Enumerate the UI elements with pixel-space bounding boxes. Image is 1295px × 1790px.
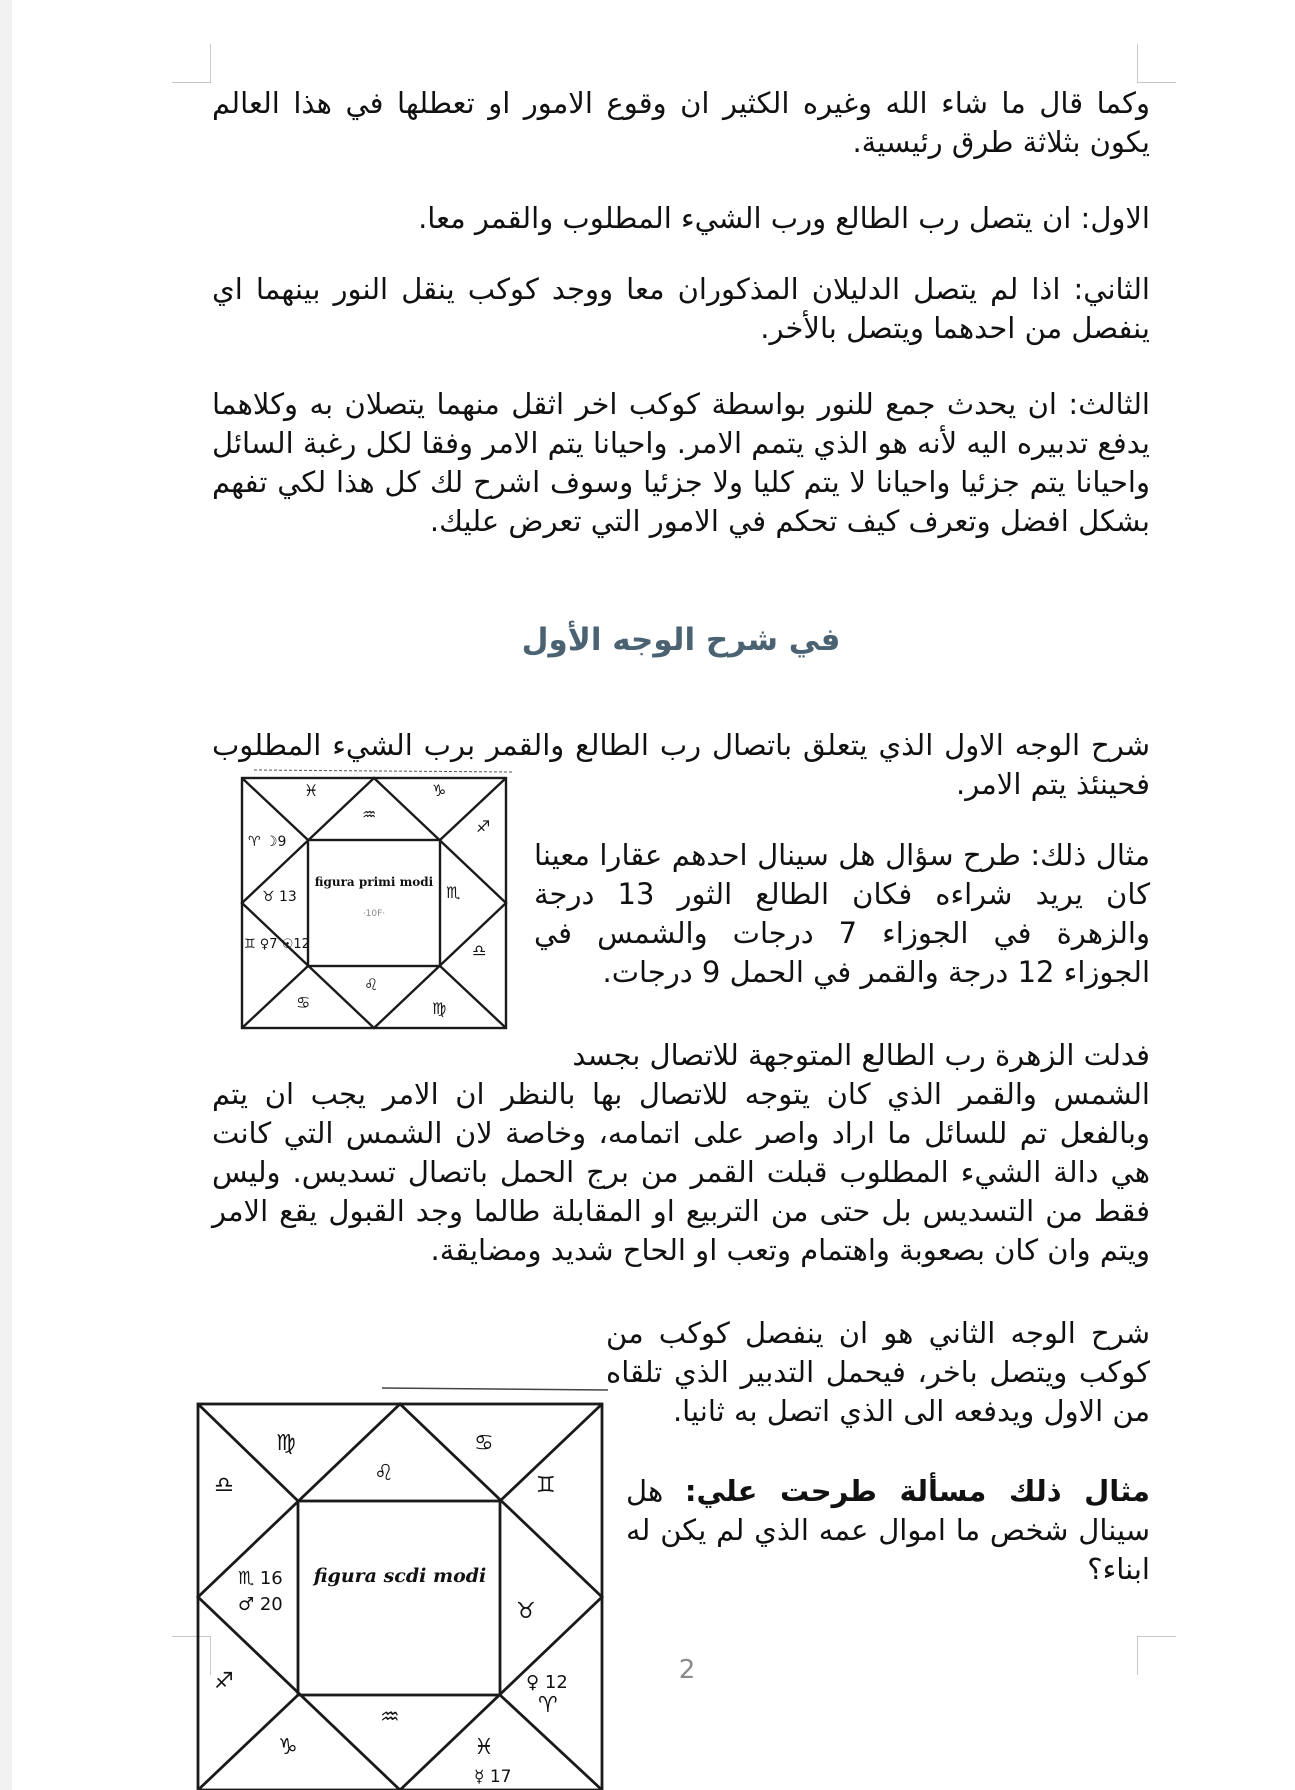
page-number: 2 xyxy=(678,1655,696,1685)
chart2-sign-3: ♌ xyxy=(374,1461,394,1486)
chart1-center-label: figura primi modi xyxy=(314,875,434,889)
chart2-sign-11: ♈ xyxy=(538,1693,558,1718)
chart1-sign-3: ♑ xyxy=(432,781,447,800)
chart1-sign-4: ♈ ☽9 xyxy=(248,834,287,850)
paragraph-first-way-explanation: شرح الوجه الاول الذي يتعلق باتصال رب الطالع والقمر برب الشيء المطلوب فحينئذ يتم الامر. xyxy=(212,728,1150,801)
paragraph-third-way: الثالث: ان يحدث جمع للنور بواسطة كوكب اخر اثقل منهما يتصلان به وكلاهما يدفع تدبيره اليه لأنه هو الذي يتمم الامر. واحيانا يتم الامر وفقا لكل رغبة السائل واحيانا يتم جزئيا واحيانا لا يتم كليا ولا جزئيا وسوف اشرح لك كل هذا لكي تفهم بشكل افضل وتعرف كيف تحكم في الامور التي تعرض عليك. xyxy=(212,387,1150,538)
chart2-sign-6: ♏ 16 xyxy=(238,1568,283,1589)
crop-mark-bottom-right xyxy=(1137,1636,1176,1675)
document-page xyxy=(12,0,1295,1790)
chart1-sign-6: ♉ 13 xyxy=(262,889,297,905)
example-second-text: هل سينال شخص ما اموال عمه الذي لم يكن له ابناء؟ xyxy=(626,1474,1150,1586)
chart2-sign-7: ♂ 20 xyxy=(238,1594,283,1615)
crop-mark-top-right xyxy=(1137,44,1176,83)
chart1-sign-1: ♓ xyxy=(304,781,319,800)
chart1-sign-12: ♍ xyxy=(432,999,447,1018)
paragraph-second-way-explanation: شرح الوجه الثاني هو ان ينفصل كوكب من كوكب ويتصل باخر، فيحمل التدبير الذي تلقاه من الاول ويدفعه الى الذي اتصل به ثانيا. xyxy=(606,1316,1150,1428)
example-second-lead: مثال ذلك مسألة طرحت علي: xyxy=(684,1474,1150,1508)
chart-first-mode-svg xyxy=(234,768,516,1038)
chart2-sign-12: ♒ xyxy=(380,1705,400,1730)
paragraph-result-first-line: فدلت الزهرة رب الطالع المتوجهة للاتصال بجسد xyxy=(572,1038,1150,1072)
horoscope-chart-second-mode xyxy=(192,1382,610,1790)
chart2-sign-2: ♋ xyxy=(474,1431,494,1456)
chart1-sign-2: ♒ xyxy=(362,805,377,824)
chart2-sign-1: ♍ xyxy=(276,1431,296,1456)
chart1-sign-5: ♐ xyxy=(476,817,491,836)
paragraph-example-second xyxy=(626,1472,1150,1589)
chart-second-mode-svg xyxy=(192,1382,610,1790)
paragraph-example-first: مثال ذلك: طرح سؤال هل سينال احدهم عقارا معينا كان يريد شراءه فكان الطالع الثور 13 درجة والزهرة في الجوزاء 7 درجات والشمس في الجوزاء 12 درجة والقمر في الحمل 9 درجات. xyxy=(534,838,1150,989)
chart2-sign-13: ♑ xyxy=(278,1735,298,1760)
chart1-sign-7: ♏ xyxy=(446,883,461,902)
chart2-sign-9: ♐ xyxy=(214,1669,234,1694)
horoscope-chart-first-mode xyxy=(234,768,516,1038)
paragraph-second-way: الثاني: اذا لم يتصل الدليلان المذكوران معا ووجد كوكب ينقل النور بينهما اي ينفصل من احدهما ويتصل بالأخر. xyxy=(212,272,1150,345)
chart2-sign-5: ♊ xyxy=(536,1473,556,1498)
chart2-sign-10: ♀ 12 xyxy=(526,1672,568,1693)
chart2-sign-14: ♓ xyxy=(474,1735,494,1760)
paragraph-result-first: الشمس والقمر الذي كان يتوجه للاتصال بها بالنظر ان الامر يجب ان يتم وبالفعل تم للسائل ما اراد واصر على اتمامه، وخاصة لان الشمس التي كانت هي دالة الشيء المطلوب قبلت القمر من برج الحمل باتصال تسديس. وليس فقط من التسديس بل حتى من التربيع او المقابلة طالما وجد القبول يقع الامر ويتم وان كان بصعوبة واهتمام وتعب او الحاح شديد ومضايقة. xyxy=(212,1077,1150,1267)
chart1-sign-9: ♎ xyxy=(472,941,487,960)
chart2-sign-4: ♎ xyxy=(214,1473,234,1498)
chart1-sign-10: ♋ xyxy=(296,993,311,1012)
chart2-sign-15: ☿ 17 xyxy=(474,1767,512,1787)
chart2-center-label: figura scdi modi xyxy=(313,1565,487,1587)
paragraph-intro: وكما قال ما شاء الله وغيره الكثير ان وقوع الامور او تعطلها في هذا العالم يكون بثلاثة طرق رئيسية. xyxy=(212,86,1150,159)
chart1-sign-11: ♌ xyxy=(364,975,379,994)
chart2-sign-8: ♉ xyxy=(516,1599,536,1624)
paragraph-first-way: الاول: ان يتصل رب الطالع ورب الشيء المطلوب والقمر معا. xyxy=(418,201,1150,235)
section-heading: في شرح الوجه الأول xyxy=(521,622,841,658)
crop-mark-top-left xyxy=(172,44,211,83)
chart1-stamp: ·10F· xyxy=(362,909,386,919)
chart1-sign-8: ♊ ♀7 ☉12 xyxy=(244,937,310,952)
